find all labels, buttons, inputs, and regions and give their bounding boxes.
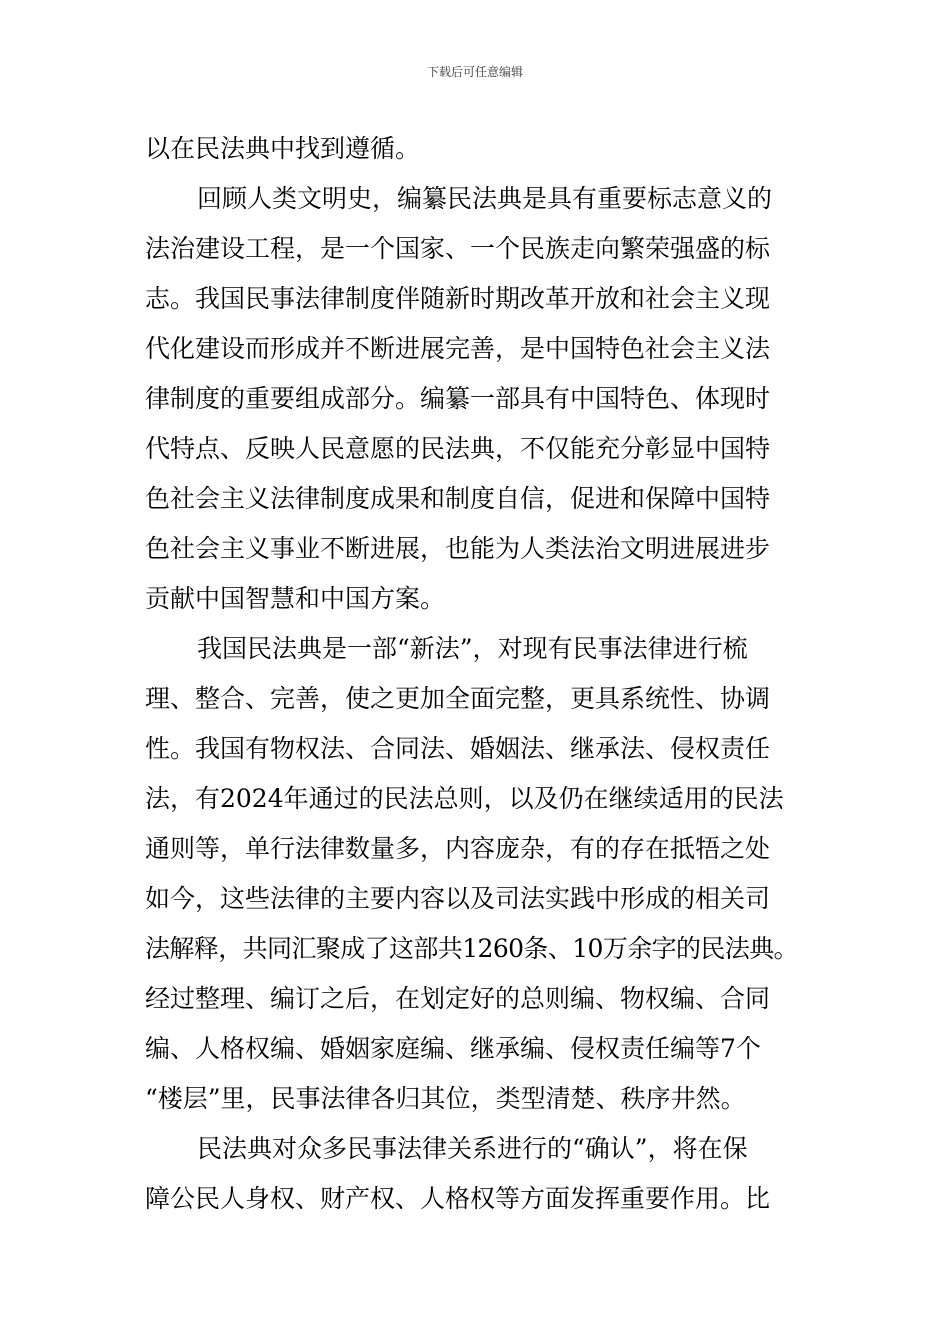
text-line: 志。我国民事法律制度伴随新时期改革开放和社会主义现 bbox=[145, 284, 771, 313]
text-line: 理、整合、完善，使之更加全面完整，更具系统性、协调 bbox=[145, 684, 771, 713]
text-line: 贡献中国智慧和中国方案。 bbox=[145, 584, 446, 613]
text-line: 通则等，单行法律数量多，内容庞杂，有的存在抵牾之处 bbox=[145, 834, 771, 863]
text-line: 代化建设而形成并不断进展完善，是中国特色社会主义法 bbox=[145, 334, 771, 363]
text-line: 代特点、反映人民意愿的民法典，不仅能充分彰显中国特 bbox=[145, 434, 771, 463]
text-line: 如今，这些法律的主要内容以及司法实践中形成的相关司 bbox=[145, 884, 771, 913]
text-line: 我国民法典是一部“新法”，对现有民事法律进行梳 bbox=[197, 634, 748, 663]
text-line: 律制度的重要组成部分。编纂一部具有中国特色、体现时 bbox=[145, 384, 771, 413]
text-line: 民法典对众多民事法律关系进行的“确认”，将在保 bbox=[197, 1134, 748, 1163]
text-line: 编、人格权编、婚姻家庭编、继承编、侵权责任编等7个 bbox=[145, 1034, 761, 1063]
text-line: 法解释，共同汇聚成了这部共1260条、10万余字的民法典。 bbox=[145, 934, 799, 963]
text-line: “楼层”里，民事法律各归其位，类型清楚、秩序井然。 bbox=[145, 1084, 746, 1113]
text-line: 性。我国有物权法、合同法、婚姻法、继承法、侵权责任 bbox=[145, 734, 771, 763]
page-header-note: 下载后可任意编辑 bbox=[426, 65, 523, 79]
text-line: 法治建设工程，是一个国家、一个民族走向繁荣强盛的标 bbox=[145, 234, 771, 263]
text-line: 以在民法典中找到遵循。 bbox=[145, 134, 421, 163]
document-body bbox=[145, 124, 805, 1224]
text-line: 障公民人身权、财产权、人格权等方面发挥重要作用。比 bbox=[145, 1184, 771, 1213]
text-line: 回顾人类文明史，编纂民法典是具有重要标志意义的 bbox=[197, 184, 773, 213]
text-line: 经过整理、编订之后，在划定好的总则编、物权编、合同 bbox=[145, 984, 771, 1013]
text-line: 色社会主义法律制度成果和制度自信，促进和保障中国特 bbox=[145, 484, 771, 513]
text-line: 色社会主义事业不断进展，也能为人类法治文明进展进步 bbox=[145, 534, 771, 563]
text-line: 法，有2024年通过的民法总则，以及仍在继续适用的民法 bbox=[145, 784, 784, 813]
